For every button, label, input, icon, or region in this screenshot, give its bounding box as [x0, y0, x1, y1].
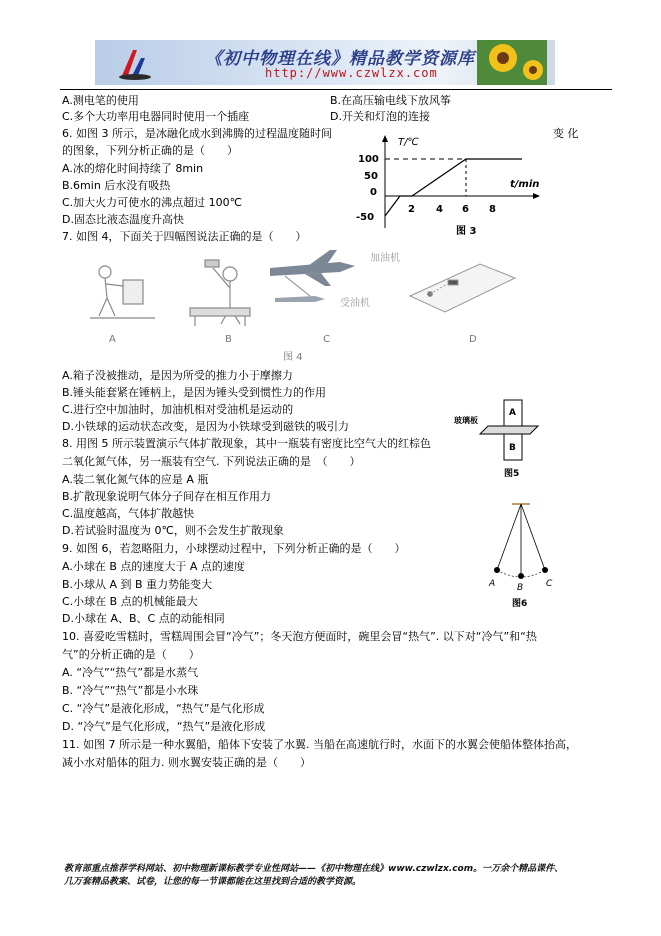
fig3-xtick-8: 8: [489, 204, 496, 215]
fig6-ball-a: [494, 567, 500, 573]
q10-option-b: B. “冷气”“热气”都是小水珠: [62, 684, 199, 697]
fig4-c-bottom-label: 受油机: [340, 298, 370, 309]
banner-url: http://www.czwlzx.com: [265, 66, 438, 80]
q7-option-d: D.小铁球的运动状态改变，是因为小铁球受到磁铁的吸引力: [62, 420, 349, 433]
figure-5: [452, 396, 552, 482]
fig6-label-a: A: [489, 579, 496, 589]
fig4-label-c: C: [323, 334, 330, 345]
fig6-label-b: B: [517, 583, 524, 593]
footer-line-2: 几万套精品教案、试卷，让您的每一节课都能在这里找到合适的教学资源。: [64, 877, 362, 887]
q10-option-a: A. “冷气”“热气”都是水蒸气: [62, 666, 199, 679]
q9-stem: 9. 如图 6，若忽略阻力，小球摆动过程中，下列分析正确的是（ ）: [62, 542, 406, 555]
fig3-ytick-0: 0: [370, 187, 377, 198]
fig6-string-c: [521, 504, 545, 570]
fig5-glass-plate: [480, 426, 538, 434]
q6-option-c: C.加大火力可使水的沸点超过 100℃: [62, 196, 243, 209]
fig3-xtick-6: 6: [462, 204, 469, 215]
page-footer: [64, 863, 624, 889]
fig4-c-top-label: 加油机: [370, 253, 400, 264]
site-logo-icon: [117, 44, 153, 82]
q9-option-c: C.小球在 B 点的机械能最大: [62, 595, 198, 608]
fig5-glass-label: 玻璃板: [454, 416, 478, 425]
fig3-xtick-2: 2: [408, 204, 415, 215]
fig3-y-arrow-icon: [382, 135, 388, 142]
fig3-xtick-4: 4: [436, 204, 443, 215]
q8-option-c: C.温度越高，气体扩散越快: [62, 507, 195, 520]
q8-stem: 8. 用图 5 所示装置演示气体扩散现象，其中一瓶装有密度比空气大的红棕色: [62, 437, 431, 450]
figure-4: [85, 246, 525, 364]
fig4-d-magnet-ball: [410, 264, 515, 312]
q5-option-a: A.测电笔的使用: [62, 94, 139, 107]
fig4-label-d: D: [469, 334, 477, 345]
q7-option-a: A.箱子没被推动，是因为所受的推力小于摩擦力: [62, 369, 293, 382]
fig3-ytick-neg50: -50: [356, 212, 375, 223]
q10-option-c: C. “冷气”是液化形成，“热气”是气化形成: [62, 702, 265, 715]
q6-stem: 6. 如图 3 所示，是冰融化成水到沸腾的过程温度随时间: [62, 127, 332, 140]
q8-option-a: A.装二氧化氮气体的应是 A 瓶: [62, 473, 209, 486]
figure-3-graph: [350, 132, 550, 238]
q9-option-a: A.小球在 B 点的速度大于 A 点的速度: [62, 560, 245, 573]
fig6-string-a: [497, 504, 521, 570]
fig6-ball-c: [542, 567, 548, 573]
fig3-xlabel: t/min: [510, 179, 540, 190]
fig5-label-a: A: [509, 408, 516, 418]
q9-option-d: D.小球在 A、B、C 点的动能相同: [62, 612, 225, 625]
fig4-label-b: B: [225, 334, 232, 345]
fig3-x-arrow-icon: [533, 193, 540, 199]
q11-stem-2: 减小水对船体的阻力. 则水翼安装正确的是（ ）: [62, 756, 311, 769]
q10-option-d: D. “冷气”是气化形成，“热气”是液化形成: [62, 720, 266, 733]
fig3-ytick-50: 50: [364, 171, 378, 182]
q7-option-c: C.进行空中加油时，加油机相对受油机是运动的: [62, 403, 294, 416]
fig6-ball-b: [518, 573, 524, 579]
q6-stem-2: 的图象，下列分析正确的是（ ）: [62, 144, 238, 157]
fig6-caption: 图6: [512, 599, 528, 609]
q11-stem: 11. 如图 7 所示是一种水翼船，船体下安装了水翼. 当船在高速航行时，水面下的水翼会使船体整体抬高，: [62, 738, 577, 751]
q7-option-b: B.锤头能套紧在锤柄上，是因为锤头受到惯性力的作用: [62, 386, 327, 399]
q10-stem: 10. 喜爱吃雪糕时，雪糕周围会冒“冷气”；冬天泡方便面时，碗里会冒“热气”. 以下对“冷气”和“热: [62, 630, 537, 643]
q8-stem-2: 二氧化氮气体，另一瓶装有空气. 下列说法正确的是 （ ）: [62, 455, 361, 468]
fig3-ytick-100: 100: [358, 154, 379, 165]
fig3-curve: [385, 159, 522, 216]
q6-option-d: D.固态比液态温度升高快: [62, 213, 184, 226]
q7-stem: 7. 如图 4，下面关于四幅图说法正确的是（ ）: [62, 230, 307, 243]
q6-option-a: A.冰的熔化时间持续了 8min: [62, 162, 204, 175]
q5-option-d: D.开关和灯泡的连接: [330, 110, 430, 123]
fig6-label-c: C: [546, 579, 553, 589]
fig4-a-pushing-box: [90, 266, 155, 318]
q6-stem-right: 变 化: [553, 127, 579, 140]
figure-6: [482, 498, 562, 612]
sunflower-icon: [477, 40, 547, 85]
fig4-label-a: A: [109, 334, 116, 345]
q5-option-b: B.在高压输电线下放风筝: [330, 94, 452, 107]
q8-option-d: D.若试验时温度为 0℃，则不会发生扩散现象: [62, 524, 284, 537]
footer-line-1: 教育部重点推荐学科网站、初中物理新课标教学专业性网站——《初中物理在线》www.czwlzx.com。一万余个精品课件、: [64, 864, 564, 874]
q6-option-b: B.6min 后水没有吸热: [62, 179, 171, 192]
q10-stem-2: 气”的分析正确的是（ ）: [62, 648, 200, 661]
fig5-label-b: B: [509, 443, 516, 453]
banner-title: 《初中物理在线》精品教学资源库: [205, 49, 475, 69]
q9-option-b: B.小球从 A 到 B 重力势能变大: [62, 578, 213, 591]
fig4-b-hammer: [190, 260, 250, 326]
q8-option-b: B.扩散现象说明气体分子间存在相互作用力: [62, 490, 272, 503]
fig3-ylabel: T/℃: [398, 137, 419, 148]
fig4-c-refuel-planes: [270, 250, 355, 302]
fig3-caption: 图 3: [456, 226, 477, 237]
q5-option-c: C.多个大功率用电器同时使用一个插座: [62, 110, 250, 123]
header-rule: [60, 89, 612, 90]
fig5-caption: 图5: [504, 469, 520, 479]
fig4-caption: 图 4: [283, 352, 303, 363]
header-banner: [95, 40, 555, 85]
